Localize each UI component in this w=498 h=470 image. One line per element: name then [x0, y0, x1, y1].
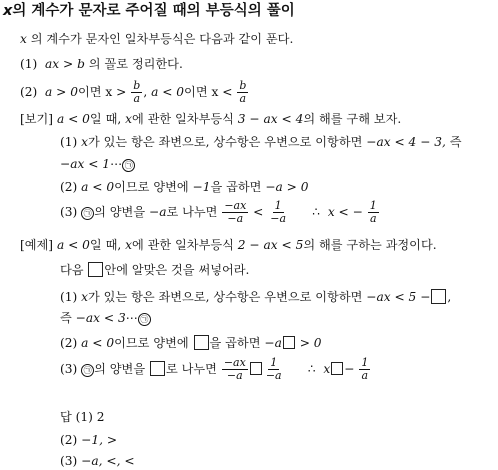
answer-value: −a, <, < — [81, 454, 135, 468]
exercise-text: 에 관한 일차부등식 — [131, 238, 234, 252]
fraction-numerator: b — [239, 79, 247, 92]
step-text: 가 있는 항은 좌변으로, 상수항은 우변으로 이항하면 — [88, 290, 363, 304]
answer-box — [150, 361, 165, 376]
step-variable: x — [323, 362, 331, 376]
step-label: (1) — [60, 135, 78, 149]
step-math: −ax < 5 − — [366, 290, 431, 304]
exercise-step-2 — [60, 335, 322, 351]
step-label: (3) — [60, 362, 78, 376]
example-step-2 — [60, 180, 309, 195]
title-variable: x — [3, 3, 13, 19]
answer-label: (3) — [60, 454, 78, 468]
step-text: 즉 — [449, 135, 462, 149]
answer-3 — [60, 454, 135, 469]
example-step-3 — [60, 198, 380, 226]
ellipsis: ⋯ — [110, 157, 123, 171]
fraction-denominator: −a — [226, 369, 243, 382]
exercise-fraction-1 — [222, 357, 248, 382]
fraction-numerator: −ax — [224, 199, 247, 212]
intro-variable: x — [20, 32, 27, 46]
exercise-variable: x — [125, 238, 132, 252]
step-text: 이므로 양변에 — [114, 336, 189, 350]
example-inequality: 3 − ax < 4 — [237, 112, 304, 126]
step-math: −ax < 3 — [75, 311, 126, 325]
answer-box — [431, 289, 446, 304]
answer-box — [194, 335, 209, 350]
fraction-numerator: 1 — [270, 356, 278, 369]
step-text: 로 나누면 — [166, 205, 218, 219]
exercise-step-1-cont — [60, 311, 151, 326]
step-text: 가 있는 항은 좌변으로, 상수항은 우변으로 이항하면 — [88, 135, 363, 149]
exercise-answer-fraction — [359, 357, 370, 382]
rule-1-label: (1) — [20, 57, 38, 71]
answer-label: (2) — [60, 433, 78, 447]
step-variable: x — [81, 290, 89, 304]
answer-box — [283, 336, 295, 349]
exercise-fraction-2 — [264, 357, 284, 382]
rule-2-fraction-2 — [237, 80, 248, 105]
fraction-denominator: a — [133, 92, 141, 105]
rule-2-cond1: a > 0 — [45, 85, 78, 99]
exercise-step-1 — [60, 289, 451, 305]
answer-value: −1, > — [81, 433, 118, 447]
section-title — [3, 2, 295, 20]
exercise-condition: a < 0 — [56, 238, 90, 252]
rule-2-then2: 이면 x < — [184, 85, 233, 99]
therefore-symbol: ∴ — [312, 205, 321, 219]
example-step-1-cont — [60, 157, 135, 172]
step-math: −a — [264, 336, 282, 350]
example-text: 일 때, — [89, 112, 122, 126]
fraction-numerator: −ax — [223, 356, 246, 369]
example-step-1 — [60, 135, 462, 150]
answer-box — [331, 362, 343, 375]
step-text: 의 양변을 — [94, 205, 146, 219]
exercise-inequality: 2 − ax < 5 — [237, 238, 304, 252]
step-math: −ax < 1 — [60, 157, 111, 171]
circle-mark-icon: ㉠ — [81, 364, 94, 377]
step-math: −a > 0 — [265, 180, 309, 194]
rule-2-label: (2) — [20, 85, 38, 99]
example-condition: a < 0 — [56, 112, 90, 126]
example-answer-fraction — [368, 200, 379, 225]
exercise-text: 일 때, — [89, 238, 122, 252]
step-variable: x — [81, 135, 89, 149]
fraction-denominator: −a — [265, 369, 282, 382]
rule-1-text: 의 꼴로 정리한다. — [88, 57, 183, 71]
answer-2 — [60, 433, 117, 448]
fraction-denominator: a — [369, 212, 377, 225]
example-fraction-2 — [268, 200, 288, 225]
rule-2-cond2: a < 0 — [151, 85, 185, 99]
rule-2-fraction-1 — [131, 80, 142, 105]
step-label: (2) — [60, 336, 78, 350]
fraction-denominator: a — [361, 369, 369, 382]
step-text: , — [447, 290, 452, 304]
title-text: 의 계수가 문자로 주어질 때의 부등식의 풀이 — [12, 3, 295, 19]
step-label: (2) — [60, 180, 78, 194]
rule-2 — [20, 80, 249, 105]
circle-mark-icon: ㉠ — [122, 159, 135, 172]
step-math: x < − — [327, 205, 363, 219]
step-text: 이므로 양변에 — [114, 180, 189, 194]
step-text: 즉 — [60, 311, 72, 325]
rule-1-math: ax > b — [45, 57, 85, 71]
answer-box — [88, 262, 103, 277]
circle-mark-icon: ㉠ — [138, 313, 151, 326]
example-fraction-1 — [222, 200, 248, 225]
step-text: 을 곱하면 — [209, 336, 261, 350]
step-math: −a — [148, 205, 167, 219]
step-math: − — [344, 362, 355, 376]
example-header — [20, 112, 401, 127]
intro-line — [20, 32, 293, 47]
answer-box — [250, 362, 262, 375]
exercise-step-3 — [60, 354, 371, 384]
fraction-denominator: −a — [270, 212, 287, 225]
step-text: 의 양변을 — [94, 362, 146, 376]
rule-2-then1: 이면 x > — [78, 85, 127, 99]
fraction-numerator: 1 — [274, 199, 282, 212]
rule-2-sep: , — [143, 85, 148, 99]
fraction-numerator: b — [133, 79, 141, 92]
fraction-numerator: 1 — [369, 199, 377, 212]
example-text: 의 해를 구해 보자. — [303, 112, 402, 126]
step-math: < — [253, 205, 264, 219]
example-text: 에 관한 일차부등식 — [131, 112, 234, 126]
step-label: (1) — [60, 290, 78, 304]
answer-1 — [60, 410, 105, 425]
step-math: −1 — [192, 180, 211, 194]
therefore-symbol: ∴ — [307, 362, 316, 376]
step-math: > 0 — [299, 336, 322, 350]
fraction-denominator: a — [239, 92, 247, 105]
step-math: a < 0 — [81, 180, 115, 194]
example-tag: [보기] — [20, 112, 54, 126]
answer-value: 2 — [96, 410, 105, 424]
rule-1 — [20, 57, 183, 72]
step-label: (3) — [60, 205, 78, 219]
step-text: 을 곱하면 — [210, 180, 262, 194]
exercise-instruction — [60, 262, 249, 278]
circle-mark-icon: ㉠ — [81, 207, 94, 220]
fraction-denominator: −a — [227, 212, 244, 225]
instruction-text: 안에 알맞은 것을 써넣어라. — [104, 263, 250, 277]
intro-text: 의 계수가 문자인 일차부등식은 다음과 같이 푼다. — [30, 32, 294, 46]
exercise-tag: [예제] — [20, 238, 54, 252]
step-text: 로 나누면 — [165, 362, 217, 376]
fraction-numerator: 1 — [361, 356, 369, 369]
instruction-text: 다음 — [60, 263, 84, 277]
step-math: a < 0 — [81, 336, 115, 350]
ellipsis: ⋯ — [125, 311, 138, 325]
step-math: −ax < 4 − 3, — [366, 135, 446, 149]
exercise-header — [20, 238, 437, 253]
answer-label: 답 (1) — [60, 410, 93, 424]
exercise-text: 의 해를 구하는 과정이다. — [303, 238, 437, 252]
example-variable: x — [125, 112, 132, 126]
